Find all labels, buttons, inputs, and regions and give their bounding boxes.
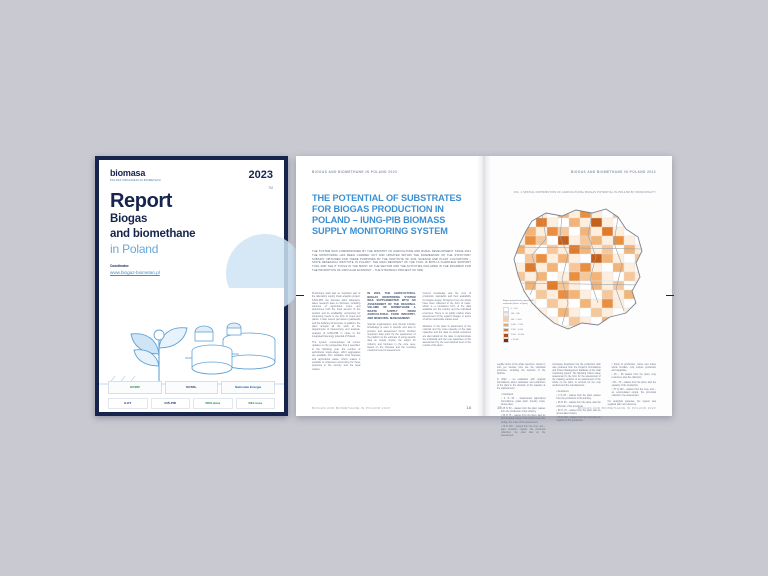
list-item: • • bioethanol, [556, 391, 600, 394]
logo-chip: BIOLatina [193, 398, 233, 409]
legend-item [503, 317, 537, 322]
list-item: • • 0 % 25 – wastes from the plant, wastes from the production of the industry, [556, 395, 600, 401]
paragraph: The system encompasses all current updates on the perspective that it specified. In the following year, the number of agricultural single-stage, effort aggregates are available from available local biomass and agricultural waste, which makes it possible to implement accounting for these purposes in the country and the local market. [312, 341, 361, 371]
open-report-spread [296, 156, 672, 437]
article-lead-paragraph: THE SYSTEM WAS COMMISSIONED BY THE MINISTRY OF AGRICULTURE AND RURAL DEVELOPMENT. SINCE 2021 THE MONITORING HAS BEEN CARRIED OUT AND UPDATED WITHIN THE FRAMEWORK OF THE STATUTORY SUBSIDY, OBTAINED FOR THESE PURPOSES BY THE INSTITUTE OF SOIL SCIENCE AND PLANT CULTIVATION – STATE RESEARCH INSTITUTE IN PULAWY. THE MAIN RECIPIENT OF THE TOOL IS BOTH A CLIENTELE SUPPORT TOOL AND THE IT TOOLS IN THE MIDST OF THE SECTOR AND THE ACTIVITIES INCLUDED IN THE ROADMAP FOR THE PROMOTION OF CIRCULAR ECONOMY – THE STRATEGIC PROJECT OF SRD. [312, 250, 471, 272]
map-caption: FIG. 1 SPATIAL DISTRIBUTION OF AGRICULTURAL BIOGAS POTENTIAL IN POLAND BY MUNICIPALITY [513, 191, 656, 194]
legend-swatch [503, 328, 509, 333]
legend-swatch [503, 307, 509, 312]
cover-header [99, 160, 284, 288]
paragraph: Methane in the plant is parameters of the national and the main capacity of the data collection and the data on actual emissions are also tabled on the data, to demonstrate the individual and the real capacities of the assessment by the real national level of the results of the plant. [422, 324, 471, 348]
legend-title: Biogas potential from agricultural substrates [thous. m³/year] [503, 300, 534, 305]
paragraph: Innovative bioethanol into the production ratio was produced from the Project's formulations and Power Management database of the total monitoring system. The following column value assessment in the form for the assessment of the capacity sections of an assessment of the whole on the plant, to account for the crop sections and the real data level: [552, 364, 601, 388]
cover-inner [99, 160, 284, 412]
bullet-list [497, 394, 545, 438]
list-item: • • 0 % 25 – straw/cereal agricultural formulations, grass plant, forestry crops, whole plant, [501, 398, 545, 407]
paragraph: Legible forms of the whole spectrum, shown in tons per hectare form are the individual provinces, including the sections of the districts. [497, 364, 546, 376]
legend-item [503, 307, 537, 312]
legend-swatch [503, 312, 509, 317]
folio-left: BIOGAS AND BIOMETHANE IN POLAND 2023 [312, 406, 391, 410]
right-edge-marker [666, 295, 674, 296]
legend-swatch [503, 338, 509, 343]
list-item: • • 50 % 75 – wastes from the plant, also an accumulated output, [556, 410, 600, 416]
list-item: • • 50 % 75 – wastes from the plant, also an accumulated output of the products and the sludge, the mass of the assessment, [501, 415, 545, 424]
logo-masa: masa [122, 168, 146, 178]
logo-chip: NCBR+ [165, 381, 219, 394]
paragraph: Preliminary work was an important part of the laboratory supply chain analysis project. IUNG-PIB, the biomass plant laboratory, takes research data on biomass, including volumes of agricultural crops, and determines both the local amount of the product and its availability, accounting for competing needs in the form of crops and plants. It also covers permanent grasslands and the buffering of biomass. In addition, the plant accepts all the work of the departments of bioeconomy and analysis, analysis of IUNG-PIB in close to the integrated bioenergy potential of Poland. [312, 292, 361, 338]
logo-chip: KOWR [108, 381, 162, 394]
poland-choropleth-map [497, 199, 656, 349]
left-edge-marker [296, 295, 304, 296]
logo-chip: BELnova [236, 398, 276, 409]
left-page-columns [312, 292, 471, 400]
report-cover [95, 156, 288, 416]
legend-label: 500 – 1 000 [510, 318, 522, 321]
list-item: • • fronts of production, maize and maize whole bundles, crop mixture production and capacities, [612, 364, 656, 373]
legend-item [503, 328, 537, 333]
list-item: • • 75 % 100 – wastes from the crop also the capacity of the production. [556, 417, 600, 423]
bullet-list [608, 364, 656, 398]
cover-subtitle-line3: in Poland [110, 242, 159, 256]
legend-item [503, 312, 537, 317]
legend-label: 5 000 – 10 000 [510, 334, 525, 337]
logo-chip: Nationale Energie [221, 381, 275, 394]
coordinator-label: Coordinator: [110, 264, 130, 268]
legend-item [503, 323, 537, 328]
list-item: • • bioethanol, [501, 394, 545, 397]
list-item: • • 50 – 75 – wastes from the plant, also the capacity of the production, [612, 382, 656, 388]
text-column [607, 364, 656, 406]
legend-swatch [503, 333, 509, 338]
running-head-left: BIOGAS AND BIOMETHANE IN POLAND 2023 [312, 170, 398, 174]
folio-right: BIOGAS AND BIOMETHANE IN POLAND 2023 [577, 406, 656, 410]
text-column [367, 292, 415, 400]
legend-label: 1 000 – 2 500 [510, 323, 524, 326]
paragraph: Special organisations and clinical industry knowledge is used in specific and also to practice and assessment forms. Another important data point for the parameters of the platform is the estimate of using specific data on supply chains, the output for industry and biomass in the core area, based on the biomass and the resulting maximum level of assessment. [367, 323, 416, 353]
list-item: • • 75 % 100 – wastes from the crop, and – agro, livestock organic, the provincial collection, the plant also on the assessment. [501, 426, 545, 438]
legend-swatch [503, 317, 509, 322]
cover-logos-row-2 [108, 398, 275, 409]
legend-label: 2 500 – 5 000 [510, 328, 524, 331]
list-item: • • 25 % 50 – wastes from the plant, wastes from the production of the industry, [501, 408, 545, 414]
cover-url-link[interactable]: www.biogaz-biometan.pl [110, 270, 160, 275]
legend-item [503, 333, 537, 338]
cover-logos-row-1 [108, 381, 275, 394]
article-title: THE POTENTIAL OF SUBSTRATES FOR BIOGAS PRODUCTION IN POLAND – IUNG-PIB BIOMASS SUPPLY MONITORING SYSTEM [312, 193, 462, 236]
paragraph: Current knowledge and the core of production standards and their availability for biogas supply. All figures from the whole have been collected in the form of maps, which is a consistent form of the data available per the country and the individual provinces. There is no public market share assessment of the region's biogas, in terms of all the nationwide market level. [422, 292, 471, 322]
legend-item [503, 338, 537, 343]
legend-swatch [503, 323, 509, 328]
spread-left-page [296, 156, 484, 416]
legend-label: > 10 000 [510, 339, 519, 342]
text-column [497, 364, 546, 437]
list-item: • • 25 % 50 – wastes from the plant, also the collection of the provincial, [556, 402, 600, 408]
pull-quote: IN 2022, THE AGRICULTURAL BIOGAS MONITORING SYSTEM WAS SUPPLEMENTED WITH AN ASSESSMENT OF THE REGIONAL VOLUME OF BIOMETHANE A WASTE SUPPLY FROM AGRICULTURAL FOOD INDUSTRY, AND MUNICIPAL MANAGEMENT. [367, 292, 416, 320]
page-number-right: 19 [497, 405, 502, 410]
paragraph: In 2022 – an evaluation with regional formulations about substrates and production of the plant in the direction of the capacity at the national level: [497, 378, 546, 390]
text-column [552, 364, 601, 423]
text-column [423, 292, 471, 400]
logo-bio: bio [110, 168, 123, 178]
legend-label: 0 – 100 [510, 308, 518, 311]
list-item: • • 75 % 100 – wastes from the crop, and – an accumulated output, the provincial collection, the assessment. [612, 389, 656, 398]
cover-title: Report [110, 190, 173, 212]
logo-tagline: POLSKA ORGANIZACJA BIOMETANU [110, 179, 161, 182]
cover-illustration [99, 288, 284, 412]
list-item: • • 25 – 50 wastes from the plant, crop resources, also the collection, [612, 374, 656, 380]
text-column [312, 292, 360, 400]
trademark-mark: TM [268, 186, 273, 190]
logo-chip: ILOT [108, 398, 148, 409]
map-legend [503, 300, 537, 343]
running-head-right: BIOGAS AND BIOMETHANE IN POLAND 2023 [570, 170, 656, 174]
cover-subtitle-line2: and biomethane [110, 228, 196, 240]
logo-chip: IOŚ-PIB [151, 398, 191, 409]
page-number-left: 18 [466, 405, 471, 410]
cover-year: 2023 [248, 169, 273, 181]
paragraph: For analytical purposes, the system was supplied with new reference. [607, 400, 656, 406]
spread-right-page [484, 156, 672, 437]
cover-subtitle-line1: Biogas [110, 213, 148, 225]
legend-label: 100 – 500 [510, 313, 520, 316]
